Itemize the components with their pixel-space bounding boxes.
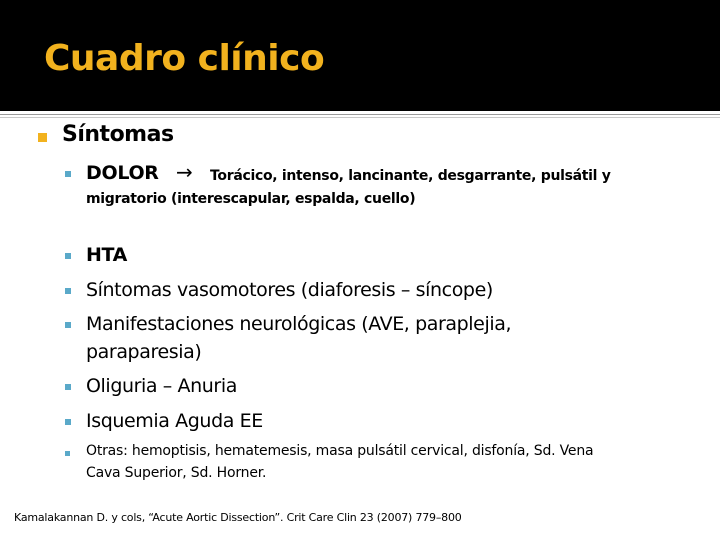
bullet-square-icon: [65, 171, 71, 177]
divider-line: [0, 114, 720, 115]
item-oliguria: Oliguria – Anuria: [86, 375, 237, 397]
bullet-square-icon: [65, 419, 71, 425]
dolor-description-continued: migratorio (interescapular, espalda, cuello): [86, 191, 416, 207]
arrow-right-icon: →: [176, 160, 193, 184]
bullet-square-icon: [38, 133, 47, 142]
item-neurologicas: Manifestaciones neurológicas (AVE, paraplejia,: [86, 313, 512, 335]
item-neurologicas-continued: paraparesia): [86, 341, 202, 363]
item-isquemia: Isquemia Aguda EE: [86, 410, 263, 432]
item-vasomotores: Síntomas vasomotores (diaforesis – síncope): [86, 279, 493, 301]
heading-sintomas: Síntomas: [62, 122, 174, 147]
bullet-square-icon: [65, 384, 71, 390]
bullet-square-icon: [65, 451, 70, 456]
bullet-square-icon: [65, 322, 71, 328]
bullet-square-icon: [65, 253, 71, 259]
dolor-label: DOLOR: [86, 162, 159, 184]
item-hta: HTA: [86, 244, 127, 266]
reference-citation: Kamalakannan D. y cols, “Acute Aortic Dissection”. Crit Care Clin 23 (2007) 779–800: [14, 511, 462, 524]
bullet-square-icon: [65, 288, 71, 294]
divider-line-secondary: [0, 117, 720, 118]
title-bar: [0, 0, 720, 111]
item-otras: Otras: hemoptisis, hematemesis, masa pulsátil cervical, disfonía, Sd. Vena: [86, 443, 594, 459]
slide-title: Cuadro clínico: [44, 38, 325, 79]
item-otras-continued: Cava Superior, Sd. Horner.: [86, 465, 267, 481]
dolor-description: Torácico, intenso, lancinante, desgarrante, pulsátil y: [210, 168, 611, 184]
